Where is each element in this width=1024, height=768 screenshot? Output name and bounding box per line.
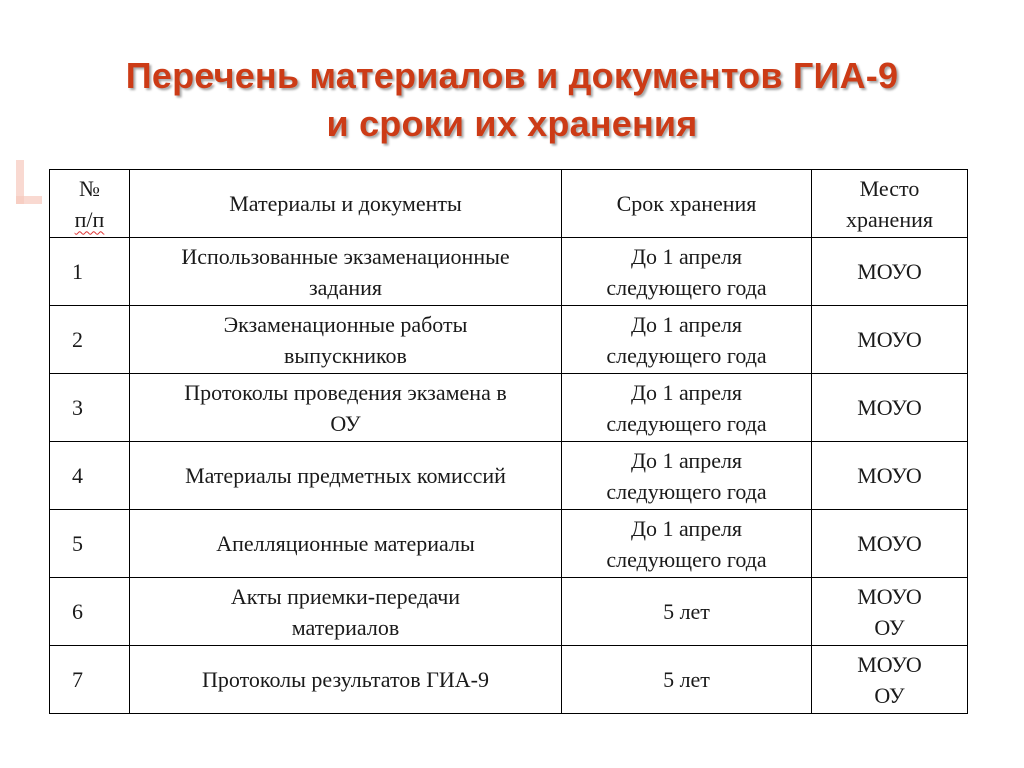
cell-place [812,442,968,510]
cell-text-line: Использованные экзаменационные [181,243,510,269]
cell-material [130,578,562,646]
cell-number: 7 [50,646,130,714]
cell-place [812,510,968,578]
cell-text-line: До 1 апреля [630,311,743,337]
cell-term [562,374,812,442]
cell-number: 1 [50,238,130,306]
cell-text-line: Место [859,175,920,201]
cell-text-line: ОУ [874,614,905,640]
cell-text-line: 5 лет [663,599,710,624]
table-body [50,238,968,714]
page-title [0,52,1024,148]
cell-text-line: МОУО [857,531,922,556]
header-number [50,170,130,238]
cell-text-line: Протоколы проведения экзамена в [184,379,507,405]
cell-text-line: Акты приемки-передачи [230,583,461,609]
table-row [50,306,968,374]
cell-text-line: следующего года [606,274,767,300]
cell-text-line: хранения [846,206,933,232]
cell-place [812,306,968,374]
cell-text-line: задания [308,274,383,300]
cell-text-line: Апелляционные материалы [216,531,475,556]
cell-text-line: ОУ [874,682,905,708]
cell-text-line: следующего года [606,410,767,436]
cell-text-line: материалов [291,614,400,640]
cell-text-line: ОУ [330,410,361,436]
cell-place [812,578,968,646]
cell-material [130,374,562,442]
cell-text-line: Экзаменационные работы [223,311,468,337]
table-row [50,238,968,306]
cell-text-line: МОУО [857,327,922,352]
header-term: Срок хранения [562,170,812,238]
cell-text-line: следующего года [606,342,767,368]
decorative-bar-horizontal [16,196,42,204]
cell-text-line: Материалы предметных комиссий [185,463,506,488]
table-row [50,442,968,510]
cell-term [562,238,812,306]
cell-place [812,646,968,714]
cell-text-line: следующего года [606,478,767,504]
cell-text-line: выпускников [284,342,407,368]
cell-term [562,578,812,646]
cell-material [130,306,562,374]
title-line-1: Перечень материалов и документов ГИА-9 [125,55,899,96]
cell-material [130,646,562,714]
cell-term [562,306,812,374]
cell-text-line: До 1 апреля [630,243,743,269]
cell-text-line: МОУО [857,651,922,677]
cell-text-line: До 1 апреля [630,447,743,473]
header-place [812,170,968,238]
table-row [50,510,968,578]
decorative-corner-mark [8,160,42,208]
cell-text-line: МОУО [857,395,922,420]
cell-text-line: МОУО [857,463,922,488]
cell-text-line: До 1 апреля [630,379,743,405]
cell-term [562,510,812,578]
cell-number: 3 [50,374,130,442]
table-header-row [50,170,968,238]
table-row [50,646,968,714]
cell-text-line: следующего года [606,546,767,572]
table-row [50,374,968,442]
documents-table [49,169,968,714]
cell-place [812,238,968,306]
header-materials: Материалы и документы [130,170,562,238]
cell-place [812,374,968,442]
cell-text-line: МОУО [857,259,922,284]
cell-term [562,646,812,714]
cell-material [130,510,562,578]
cell-material [130,238,562,306]
cell-text-line: п/п [74,206,105,232]
cell-text-line: МОУО [857,583,922,609]
cell-term [562,442,812,510]
title-line-2: и сроки их хранения [326,103,698,144]
cell-material [130,442,562,510]
cell-number: 2 [50,306,130,374]
cell-text-line: Протоколы результатов ГИА-9 [201,667,490,692]
table-row [50,578,968,646]
cell-number: 5 [50,510,130,578]
cell-text-line: 5 лет [663,667,710,692]
cell-number: 6 [50,578,130,646]
cell-text-line: До 1 апреля [630,515,743,541]
cell-number: 4 [50,442,130,510]
cell-text-line: № [79,175,100,201]
